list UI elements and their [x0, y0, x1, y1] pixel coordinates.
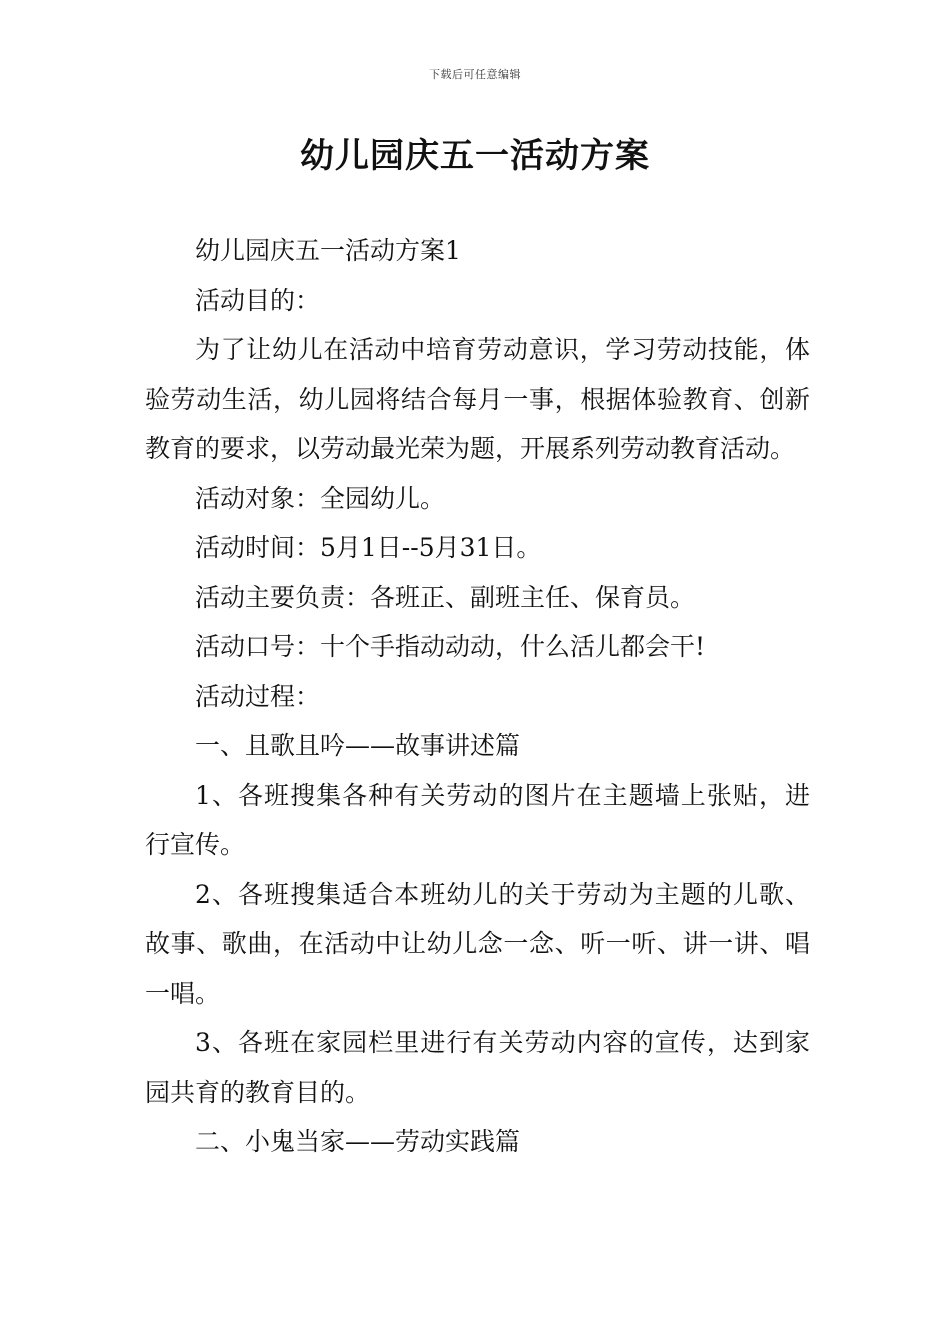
- paragraph-process-heading: 活动过程：: [195, 681, 321, 711]
- document-title: 幼儿园庆五一活动方案: [300, 136, 650, 176]
- paragraph-subtitle: 幼儿园庆五一活动方案1: [195, 236, 461, 265]
- paragraph-slogan: 活动口号：十个手指动动动，什么活儿都会干!: [195, 632, 706, 661]
- list-item-2: 2、各班搜集适合本班幼儿的关于劳动为主题的儿歌、故事、歌曲，在活动中让幼儿念一念、听一听、讲一讲、唱一唱。: [145, 879, 810, 1008]
- paragraph-purpose-heading: 活动目的：: [195, 285, 321, 315]
- list-item-3: 3、各班在家园栏里进行有关劳动内容的宣传，达到家园共育的教育目的。: [145, 1028, 810, 1107]
- paragraph-target: 活动对象：全园幼儿。: [195, 483, 446, 513]
- section-heading-1: 一、且歌且吟——故事讲述篇: [195, 731, 521, 760]
- document-body: [145, 226, 810, 1167]
- header-note: 下载后可任意编辑: [429, 68, 521, 81]
- paragraph-purpose: 为了让幼儿在活动中培育劳动意识，学习劳动技能，体验劳动生活，幼儿园将结合每月一事，根据体验教育、创新教育的要求，以劳动最光荣为题，开展系列劳动教育活动。: [145, 335, 810, 463]
- section-heading-2: 二、小鬼当家——劳动实践篇: [195, 1127, 521, 1156]
- list-item-1: 1、各班搜集各种有关劳动的图片在主题墙上张贴，进行宣传。: [145, 780, 810, 859]
- paragraph-responsible: 活动主要负责：各班正、副班主任、保育员。: [195, 582, 696, 612]
- paragraph-time: 活动时间：5月1日--5月31日。: [195, 533, 542, 562]
